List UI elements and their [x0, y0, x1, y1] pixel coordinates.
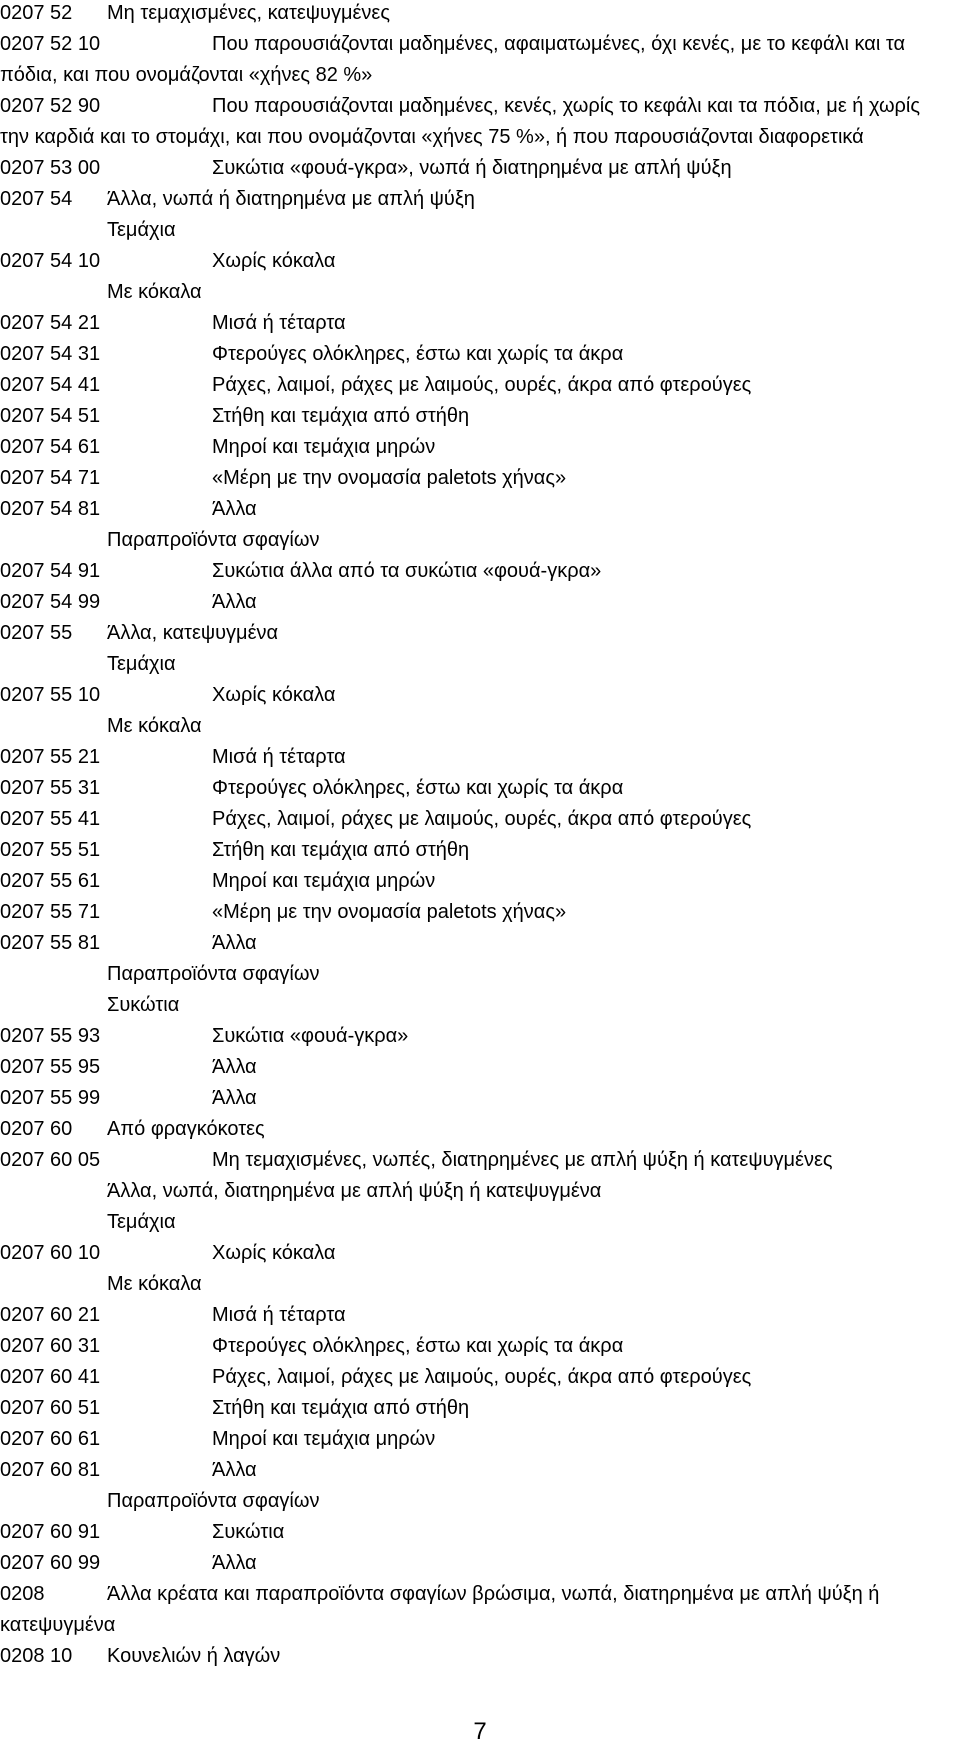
tariff-entry [0, 1362, 950, 1393]
entry-description: Ράχες, λαιμοί, ράχες με λαιμούς, ουρές, άκρα από φτερούγες [212, 808, 752, 830]
entry-code: 0207 55 71 [0, 901, 101, 923]
tariff-entry [0, 1052, 950, 1083]
tariff-entry [0, 773, 950, 804]
entry-description: Μισά ή τέταρτα [212, 312, 346, 334]
entry-description: Ράχες, λαιμοί, ράχες με λαιμούς, ουρές, άκρα από φτερούγες [212, 1366, 752, 1388]
entry-code: 0208 10 [0, 1645, 73, 1667]
entry-code: 0207 55 93 [0, 1025, 101, 1047]
entry-description: Άλλα, νωπά, διατηρημένα με απλή ψύξη ή κατεψυγμένα [107, 1180, 602, 1202]
entry-description: Άλλα, κατεψυγμένα [107, 622, 279, 644]
entry-description: Άλλα [212, 1056, 257, 1078]
entry-description: Στήθη και τεμάχια από στήθη [212, 839, 470, 861]
tariff-entry [0, 308, 950, 339]
tariff-entry [0, 1114, 950, 1145]
tariff-entry [0, 835, 950, 866]
entry-description: Φτερούγες ολόκληρες, έστω και χωρίς τα άκρα [212, 777, 624, 799]
entry-description: Άλλα [212, 498, 257, 520]
entry-code: 0208 [0, 1583, 45, 1605]
entry-description: Στήθη και τεμάχια από στήθη [212, 405, 470, 427]
entry-description: Άλλα [212, 1087, 257, 1109]
tariff-entry [0, 525, 950, 556]
entry-description: Τεμάχια [107, 653, 176, 675]
entry-code: 0207 60 [0, 1118, 73, 1140]
entry-description: Χωρίς κόκαλα [212, 250, 336, 272]
entry-code: 0207 60 51 [0, 1397, 101, 1419]
tariff-entry [0, 153, 950, 184]
entry-code: 0207 54 [0, 188, 73, 210]
tariff-entry [0, 432, 950, 463]
entry-code: 0207 54 99 [0, 591, 101, 613]
entry-code: 0207 54 31 [0, 343, 101, 365]
entry-code: 0207 54 41 [0, 374, 101, 396]
entry-code: 0207 55 [0, 622, 73, 644]
entry-code: 0207 54 10 [0, 250, 101, 272]
tariff-entry [0, 29, 950, 91]
entry-description: Άλλα [212, 1552, 257, 1574]
tariff-entry [0, 618, 950, 649]
entry-code: 0207 54 81 [0, 498, 101, 520]
entry-code: 0207 60 91 [0, 1521, 101, 1543]
entry-code: 0207 55 99 [0, 1087, 101, 1109]
tariff-entry [0, 711, 950, 742]
entry-code: 0207 60 10 [0, 1242, 101, 1264]
tariff-entry [0, 1331, 950, 1362]
entry-description: Μη τεμαχισμένες, κατεψυγμένες [107, 2, 390, 24]
entry-code: 0207 60 41 [0, 1366, 101, 1388]
entry-description: Με κόκαλα [107, 715, 202, 737]
entry-description: Μηροί και τεμάχια μηρών [212, 870, 436, 892]
entry-code: 0207 54 61 [0, 436, 101, 458]
tariff-entry [0, 246, 950, 277]
tariff-entry [0, 277, 950, 308]
entry-code: 0207 60 05 [0, 1149, 101, 1171]
tariff-entry [0, 401, 950, 432]
entry-code: 0207 55 21 [0, 746, 101, 768]
entry-code: 0207 55 41 [0, 808, 101, 830]
tariff-entry [0, 1455, 950, 1486]
tariff-entry [0, 1238, 950, 1269]
tariff-entry [0, 1424, 950, 1455]
entry-description: Παραπροϊόντα σφαγίων [107, 963, 320, 985]
entry-code: 0207 60 21 [0, 1304, 101, 1326]
entry-code: 0207 52 [0, 2, 73, 24]
tariff-entry [0, 494, 950, 525]
tariff-entry [0, 339, 950, 370]
entry-description: Με κόκαλα [107, 1273, 202, 1295]
entry-code: 0207 55 95 [0, 1056, 101, 1078]
entry-description: Που παρουσιάζονται μαδημένες, αφαιματωμένες, όχι κενές, με το κεφάλι και τα πόδια, και που ονομάζονται «χήνες 82 %» [0, 33, 906, 86]
entry-description: Από φραγκόκοτες [107, 1118, 265, 1140]
tariff-entry [0, 1083, 950, 1114]
entry-description: «Μέρη με την ονομασία paletots χήνας» [212, 467, 567, 489]
entry-description: Τεμάχια [107, 219, 176, 241]
tariff-entry [0, 1269, 950, 1300]
tariff-entry [0, 1145, 950, 1176]
entry-code: 0207 55 10 [0, 684, 101, 706]
tariff-entry [0, 556, 950, 587]
tariff-entry [0, 184, 950, 215]
tariff-entry [0, 1176, 950, 1207]
page-number: 7 [473, 1718, 487, 1745]
entry-code: 0207 55 51 [0, 839, 101, 861]
tariff-entry [0, 1517, 950, 1548]
entry-description: Ράχες, λαιμοί, ράχες με λαιμούς, ουρές, άκρα από φτερούγες [212, 374, 752, 396]
entry-description: Που παρουσιάζονται μαδημένες, κενές, χωρίς το κεφάλι και τα πόδια, με ή χωρίς την καρδιά και το στομάχι, και που ονομάζονται «χήνες 75 %», ή που παρουσιάζονται διαφορετικά [0, 95, 921, 148]
entry-description: Άλλα [212, 591, 257, 613]
tariff-entry [0, 1300, 950, 1331]
tariff-entry [0, 1579, 950, 1641]
entry-code: 0207 60 61 [0, 1428, 101, 1450]
tariff-entry [0, 804, 950, 835]
entry-code: 0207 60 81 [0, 1459, 101, 1481]
tariff-entry [0, 680, 950, 711]
tariff-entry [0, 370, 950, 401]
entry-code: 0207 60 99 [0, 1552, 101, 1574]
entry-code: 0207 54 21 [0, 312, 101, 334]
entry-code: 0207 60 31 [0, 1335, 101, 1357]
entry-description: Συκώτια άλλα από τα συκώτια «φουά-γκρα» [212, 560, 602, 582]
entry-description: Μισά ή τέταρτα [212, 746, 346, 768]
tariff-entry [0, 897, 950, 928]
tariff-entry [0, 1207, 950, 1238]
entry-description: Χωρίς κόκαλα [212, 1242, 336, 1264]
tariff-entry [0, 742, 950, 773]
entry-description: Μηροί και τεμάχια μηρών [212, 1428, 436, 1450]
entry-description: Τεμάχια [107, 1211, 176, 1233]
entry-description: Συκώτια «φουά-γκρα», νωπά ή διατηρημένα με απλή ψύξη [212, 157, 732, 179]
tariff-entry [0, 866, 950, 897]
entry-code: 0207 53 00 [0, 157, 101, 179]
entry-description: Μηροί και τεμάχια μηρών [212, 436, 436, 458]
entry-description: Φτερούγες ολόκληρες, έστω και χωρίς τα άκρα [212, 1335, 624, 1357]
entry-code: 0207 55 81 [0, 932, 101, 954]
entry-description: Άλλα, νωπά ή διατηρημένα με απλή ψύξη [107, 188, 475, 210]
entry-description: Άλλα κρέατα και παραπροϊόντα σφαγίων βρώσιμα, νωπά, διατηρημένα με απλή ψύξη ή κατεψυγμένα [0, 1583, 880, 1636]
entry-code: 0207 55 31 [0, 777, 101, 799]
entry-description: Συκώτια «φουά-γκρα» [212, 1025, 409, 1047]
entry-description: Συκώτια [212, 1521, 285, 1543]
tariff-entry [0, 649, 950, 680]
tariff-entry [0, 0, 950, 29]
entry-description: Συκώτια [107, 994, 180, 1016]
entry-description: Παραπροϊόντα σφαγίων [107, 1490, 320, 1512]
tariff-entry [0, 91, 950, 153]
entry-description: Στήθη και τεμάχια από στήθη [212, 1397, 470, 1419]
entry-code: 0207 52 10 [0, 33, 101, 55]
tariff-entry [0, 990, 950, 1021]
tariff-entry [0, 215, 950, 246]
entry-description: Φτερούγες ολόκληρες, έστω και χωρίς τα άκρα [212, 343, 624, 365]
tariff-entry [0, 587, 950, 618]
entry-code: 0207 54 71 [0, 467, 101, 489]
tariff-entry [0, 1021, 950, 1052]
entry-description: Άλλα [212, 1459, 257, 1481]
tariff-entry [0, 1548, 950, 1579]
tariff-entry [0, 959, 950, 990]
entry-description: Με κόκαλα [107, 281, 202, 303]
entry-code: 0207 54 51 [0, 405, 101, 427]
entry-description: Μη τεμαχισμένες, νωπές, διατηρημένες με απλή ψύξη ή κατεψυγμένες [212, 1149, 833, 1171]
entry-code: 0207 52 90 [0, 95, 101, 117]
tariff-entry [0, 928, 950, 959]
entry-description: Μισά ή τέταρτα [212, 1304, 346, 1326]
entry-description: Άλλα [212, 932, 257, 954]
tariff-entry [0, 1486, 950, 1517]
entry-description: «Μέρη με την ονομασία paletots χήνας» [212, 901, 567, 923]
entry-description: Κουνελιών ή λαγών [107, 1645, 281, 1667]
entry-code: 0207 54 91 [0, 560, 101, 582]
tariff-entry [0, 1393, 950, 1424]
tariff-entry [0, 463, 950, 494]
entry-description: Παραπροϊόντα σφαγίων [107, 529, 320, 551]
entry-description: Χωρίς κόκαλα [212, 684, 336, 706]
entry-code: 0207 55 61 [0, 870, 101, 892]
tariff-entry [0, 1641, 950, 1672]
